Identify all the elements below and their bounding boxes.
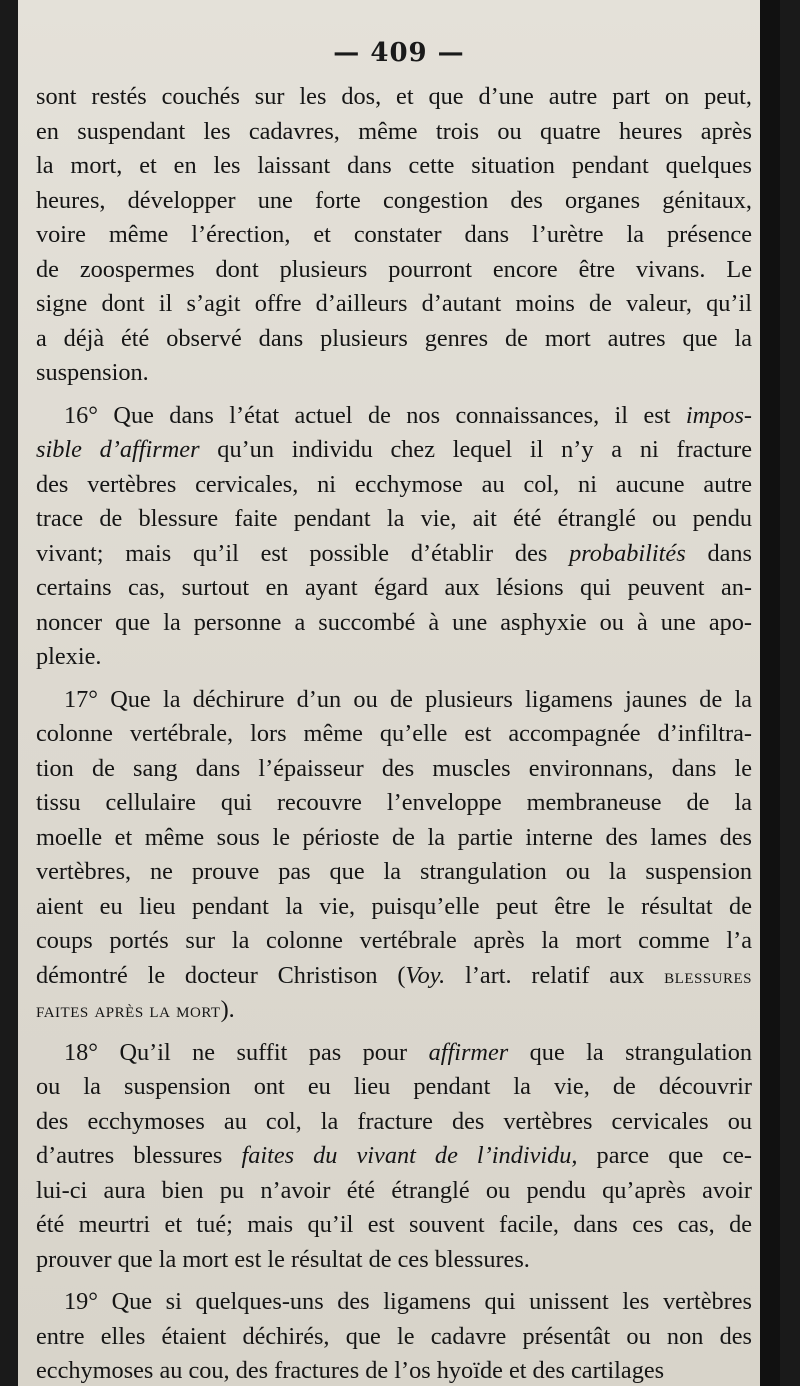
text-line: aient eu lieu pendant la vie, puisqu’elle peut être le résultat de [36,892,752,920]
text-line: voire même l’érection, et constater dans l’urètre la présence [36,221,752,248]
text-line: trace de blessure faite pendant la vie, ait été étranglé ou pendu [36,505,752,532]
text-line: démontré le docteur Christison (Voy. l’art. relatif aux blessures [36,961,753,989]
text-line: lui-ci aura bien pu n’avoir été étranglé ou pendu qu’après avoir [36,1176,752,1204]
text-line: en suspendant les cadavres, même trois ou quatre heures après [36,117,752,145]
text-line: colonne vertébrale, lors même qu’elle est accompagnée d’infiltra- [36,720,752,747]
text-line: a déjà été observé dans plusieurs genres de mort autres que la [36,324,752,352]
page-body-text [36,80,752,1386]
text-line: 19° Que si quelques-uns des ligamens qui unissent les vertèbres [64,1288,752,1315]
text-line: entre elles étaient déchirés, que le cadavre présentât ou non des [36,1322,752,1350]
text-line: vivant; mais qu’il est possible d’établir des probabilités dans [36,539,752,567]
text-line: signe dont il s’agit offre d’ailleurs d’autant moins de valeur, qu’il [36,290,752,317]
text-line: été meurtri et tué; mais qu’il est souvent facile, dans ces cas, de [36,1211,752,1238]
text-line: plexie. [36,643,102,670]
text-line: 16° Que dans l’état actuel de nos connaissances, il est impos- [64,401,752,429]
text-line: moelle et même sous le périoste de la partie interne des lames des [36,823,752,851]
paragraph-p16 [36,399,752,675]
page-edge-shadow [760,0,780,1386]
text-line: certains cas, surtout en ayant égard aux lésions qui peuvent an- [36,574,752,601]
text-line: prouver que la mort est le résultat de ces blessures. [36,1245,530,1273]
text-line: suspension. [36,359,149,386]
text-line: coups portés sur la colonne vertébrale après la mort comme l’a [36,927,752,954]
text-line: ecchymoses au cou, des fractures de l’os hyoïde et des cartilages [36,1357,665,1384]
paragraph-p18 [36,1036,752,1278]
text-line: de zoospermes dont plusieurs pourront encore être vivans. Le [36,255,752,283]
text-line: 18° Qu’il ne suffit pas pour affirmer que la strangulation [64,1038,752,1066]
text-line: des vertèbres cervicales, ni ecchymose au col, ni aucune autre [36,470,752,498]
paragraph-p-cont [36,80,752,391]
text-line: sont restés couchés sur les dos, et que d’une autre part on peut, [36,83,752,110]
book-page [18,0,780,1386]
text-line: sible d’affirmer qu’un individu chez lequel il n’y a ni fracture [36,436,752,463]
page-number: — 409 — [333,38,465,68]
text-line: heures, développer une forte congestion des organes génitaux, [36,186,752,214]
text-line: ou la suspension ont eu lieu pendant la vie, de découvrir [36,1073,752,1100]
text-line: faites après la mort). [36,996,235,1023]
text-line: vertèbres, ne prouve pas que la strangulation ou la suspension [36,858,752,885]
paragraph-p19 [36,1285,752,1386]
text-line: noncer que la personne a succombé à une asphyxie ou à une apo- [36,608,752,636]
paragraph-p17 [36,683,752,1028]
text-line: d’autres blessures faites du vivant de l’individu, parce que ce- [36,1142,752,1169]
text-line: des ecchymoses au col, la fracture des vertèbres cervicales ou [36,1107,752,1135]
text-line: tissu cellulaire qui recouvre l’enveloppe membraneuse de la [36,789,752,816]
text-line: la mort, et en les laissant dans cette situation pendant quelques [36,152,752,179]
text-line: tion de sang dans l’épaisseur des muscles environnans, dans le [36,754,752,782]
text-line: 17° Que la déchirure d’un ou de plusieurs ligamens jaunes de la [64,685,752,713]
